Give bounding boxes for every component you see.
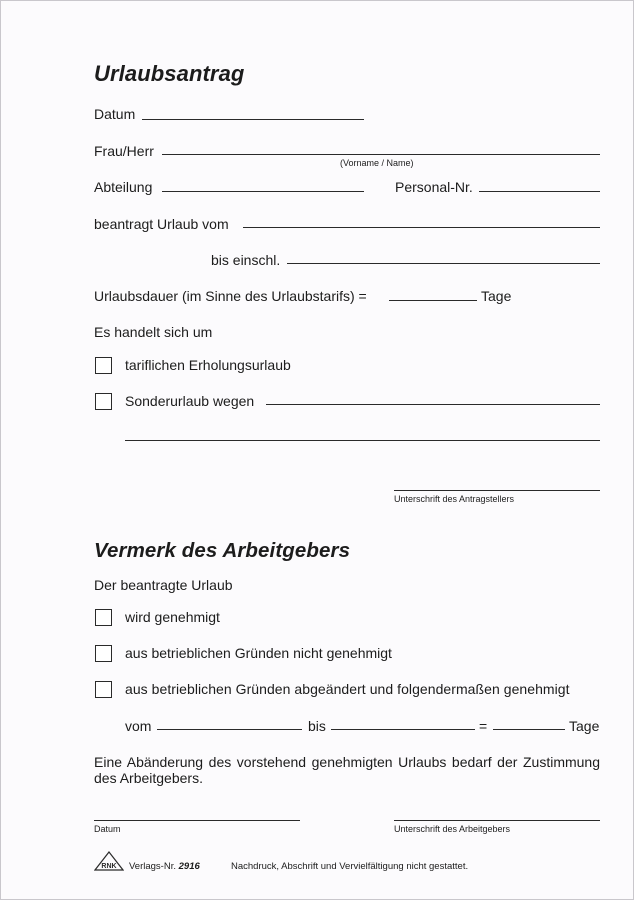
genehmigt-tage-label: Tage (569, 718, 600, 734)
bis-einschl-label: bis einschl. (211, 252, 281, 268)
abaenderung-notice: Eine Abänderung des vorstehend genehmigten Urlaubs bedarf der Zustimmung des Arbeitgebers. (94, 754, 600, 786)
urlaub-vom-field-line[interactable] (243, 227, 600, 228)
datum-label: Datum (94, 106, 136, 122)
genehmigt-vom-label: vom (125, 718, 152, 734)
verlag-number (129, 861, 200, 872)
verlag-prefix: Verlags-Nr. (129, 861, 176, 872)
urlaubsdauer-label: Urlaubsdauer (im Sinne des Urlaubstarifs) = (94, 288, 367, 304)
sonderurlaub-reason-line[interactable] (266, 404, 600, 405)
employer-date-line[interactable] (94, 820, 300, 821)
urlaubsdauer-field-line[interactable] (389, 300, 477, 301)
employer-section-title: Vermerk des Arbeitgebers (94, 539, 351, 562)
copyright-notice: Nachdruck, Abschrift und Vervielfältigung nicht gestattet. (231, 861, 469, 872)
abteilung-field-line[interactable] (162, 191, 364, 192)
bis-einschl-field-line[interactable] (287, 263, 600, 264)
employer-date-label: Datum (94, 824, 121, 834)
handelt-label: Es handelt sich um (94, 324, 213, 340)
abteilung-label: Abteilung (94, 179, 153, 195)
verlag-number-value: 2916 (178, 861, 200, 872)
genehmigt-tage-field-line[interactable] (493, 729, 565, 730)
form-title: Urlaubsantrag (94, 61, 245, 86)
personal-nr-label: Personal-Nr. (395, 179, 473, 195)
genehmigt-bis-field-line[interactable] (331, 729, 475, 730)
option-tariflich-label: tariflichen Erholungsurlaub (125, 357, 291, 373)
name-hint: (Vorname / Name) (340, 158, 414, 168)
employer-signature-line[interactable] (394, 820, 600, 821)
checkbox-abgeaendert[interactable] (95, 681, 112, 698)
tage-label: Tage (481, 288, 512, 304)
antragsteller-signature-label: Unterschrift des Antragstellers (394, 494, 515, 504)
datum-field-line[interactable] (142, 119, 364, 120)
name-label: Frau/Herr (94, 143, 154, 159)
antragsteller-signature-line[interactable] (394, 490, 600, 491)
checkbox-tariflich[interactable] (95, 357, 112, 374)
urlaub-vom-label: beantragt Urlaub vom (94, 216, 229, 232)
option-nicht-genehmigt-label: aus betrieblichen Gründen nicht genehmigt (125, 645, 392, 661)
publisher-logo-icon (94, 851, 124, 871)
option-sonderurlaub-label: Sonderurlaub wegen (125, 393, 255, 409)
personal-nr-field-line[interactable] (479, 191, 600, 192)
option-genehmigt-label: wird genehmigt (125, 609, 220, 625)
beantragte-urlaub-label: Der beantragte Urlaub (94, 577, 233, 593)
employer-signature-label: Unterschrift des Arbeitgebers (394, 824, 511, 834)
name-field-line[interactable] (162, 154, 600, 155)
publisher-logo-text: RNK (101, 863, 117, 870)
genehmigt-vom-field-line[interactable] (157, 729, 302, 730)
checkbox-nicht-genehmigt[interactable] (95, 645, 112, 662)
equals-sign: = (479, 718, 488, 734)
sonderurlaub-reason-line-2[interactable] (125, 440, 600, 441)
genehmigt-bis-label: bis (308, 718, 326, 734)
option-abgeaendert-label: aus betrieblichen Gründen abgeändert und folgendermaßen genehmigt (125, 681, 570, 697)
checkbox-sonderurlaub[interactable] (95, 393, 112, 410)
checkbox-genehmigt[interactable] (95, 609, 112, 626)
publisher-logo (94, 851, 124, 871)
